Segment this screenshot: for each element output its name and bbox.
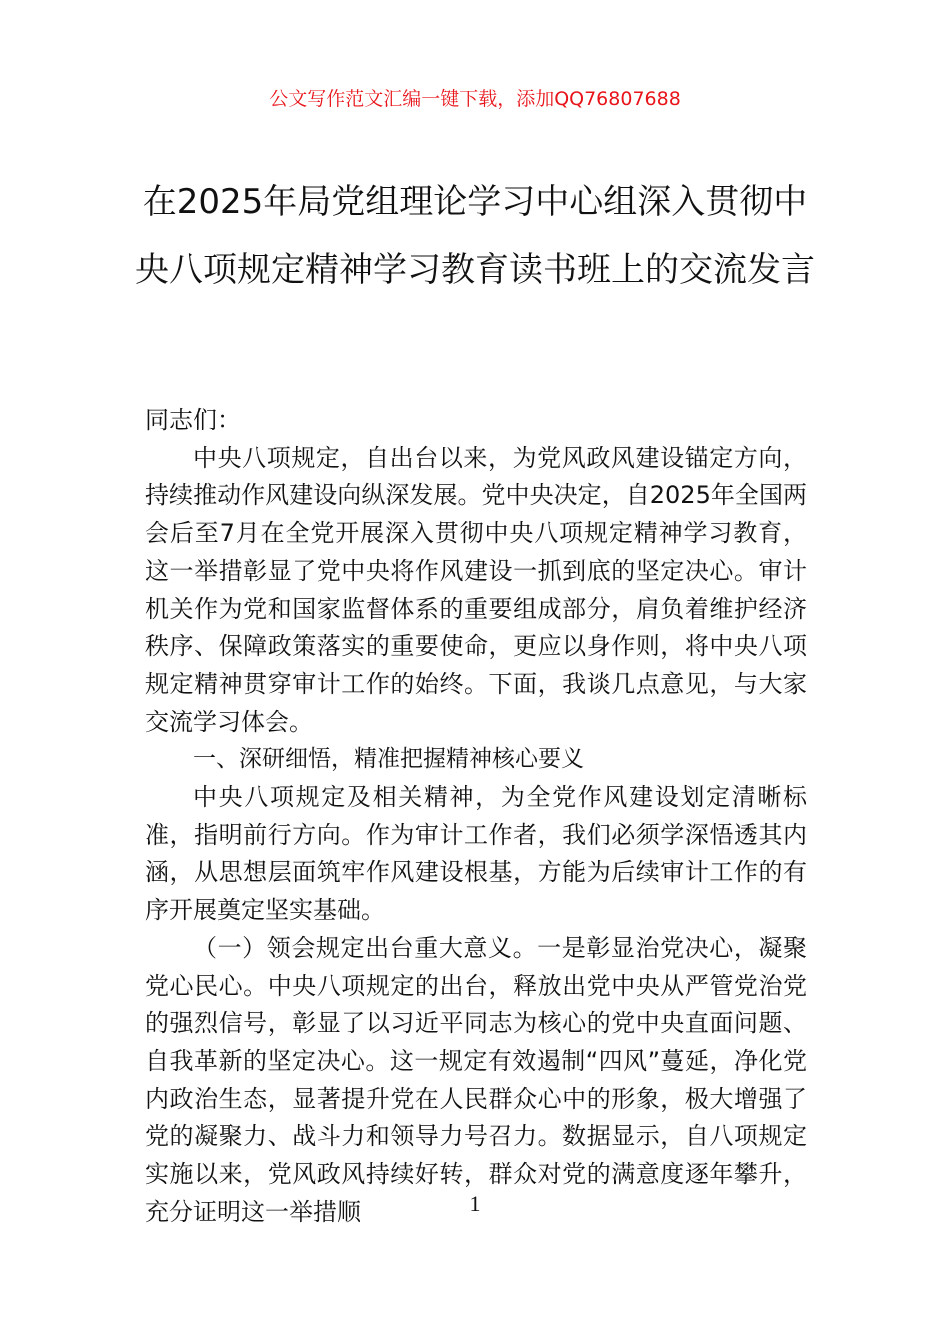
paragraph-subsection-1: （一）领会规定出台重大意义。一是彰显治党决心，凝聚党心民心。中央八项规定的出台，释放出党中央从严管党治党的强烈信号，彰显了以习近平同志为核心的党中央直面问题、自我革新的坚定决心。这一规定有效遏制“四风”蔓延，净化党内政治生态，显著提升党在人民群众心中的形象，极大增强了党的凝聚力、战斗力和领导力号召力。数据显示，自八项规定实施以来，党风政风持续好转，群众对党的满意度逐年攀升，充分证明这一举措顺 <box>145 933 807 1226</box>
header-download-note: 公文写作范文汇编一键下载，添加QQ76807688 <box>269 88 681 110</box>
paragraph-intro: 中央八项规定，自出台以来，为党风政风建设锚定方向，持续推动作风建设向纵深发展。党中央决定，自2025年全国两会后至7月在全党开展深入贯彻中央八项规定精神学习教育，这一举措彰显了党中央将作风建设一抓到底的坚定决心。审计机关作为党和国家监督体系的重要组成部分，肩负着维护经济秩序、保障政策落实的重要使命，更应以身作则，将中央八项规定精神贯穿审计工作的始终。下面，我谈几点意见，与大家交流学习体会。 <box>145 443 807 736</box>
page-number: 1 <box>469 1191 481 1216</box>
document-title: 在2025年局党组理论学习中心组深入贯彻中央八项规定精神学习教育读书班上的交流发言 <box>135 182 815 290</box>
section-heading-1: 一、深研细悟，精准把握精神核心要义 <box>193 746 584 773</box>
paragraph-section-1: 中央八项规定及相关精神，为全党作风建设划定清晰标准，指明前行方向。作为审计工作者，我们必须学深悟透其内涵，从思想层面筑牢作风建设根基，方能为后续审计工作的有序开展奠定坚实基础。 <box>145 783 807 925</box>
document-body <box>145 402 807 1231</box>
salutation: 同志们： <box>145 406 241 434</box>
